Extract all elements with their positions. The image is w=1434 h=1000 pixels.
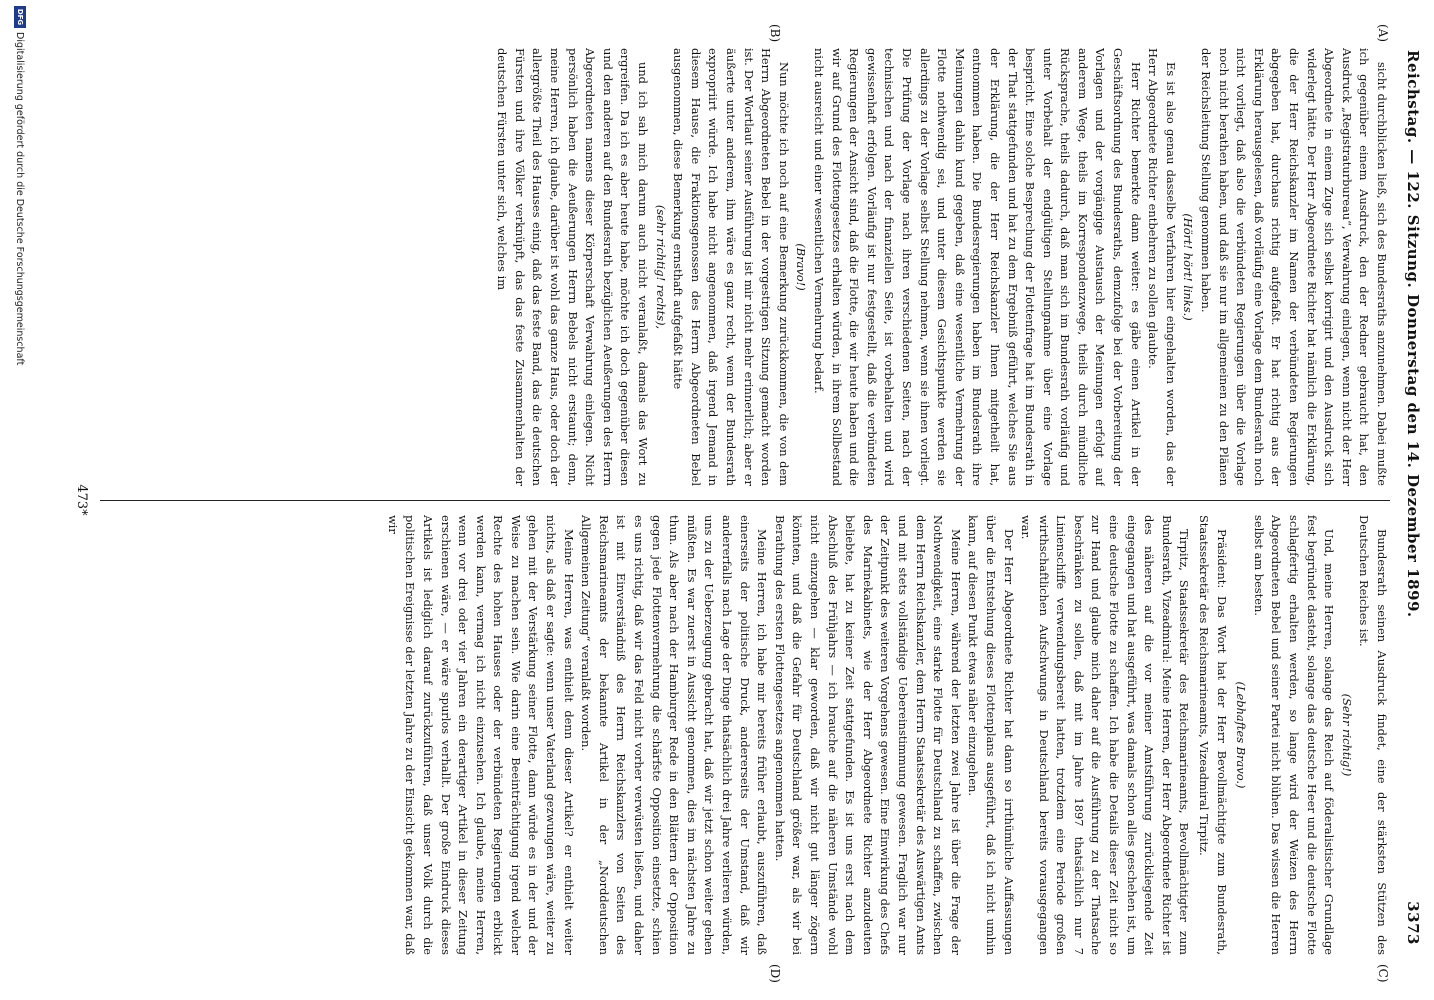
- margin-marker-c: (C): [1376, 964, 1390, 983]
- page-header: [1398, 50, 1422, 945]
- left-column: [100, 48, 1390, 486]
- paragraph: Meine Herren, was enthielt denn dieser Artikel? er enthielt weiter nichts, als daß er sagte: wenn unser Vaterland gezwungen wäre, weiter zu gehen mit der Verstärkung seiner Flotte, dann würde es in der und der Weise zu machen sein. Wie darin eine Beeinträchtigung irgend welcher Rechte des hohen Hauses oder der verbündeten Regierungen erblickt werden kann, vermag ich nicht einzusehen. Ich glaube, meine Herren, wenn vor drei oder vier Jahren ein derartiger Artikel in dieser Zeitung erschienen wäre, — er wäre spurlos verhallt. Der große Eindruck dieses Artikels ist lediglich darauf zurückzuführen, daß unser Volk durch die politischen Ereignisse der letzten Jahre zu der Einsicht gekommen war, daß wir: [385, 515, 576, 955]
- interjection: (Sehr richtig!): [1339, 693, 1354, 777]
- header-title: Reichstag. — 122. Sitzung. Donnerstag den 14. Dezember 1899.: [1404, 50, 1422, 618]
- paragraph: Und, meine Herren, solange das Reich auf föderalistischer Grundlage fest begründet dasteht, solange das deutsche Heer und die deutsche Flotte schlagfertig erhalten werden, so lange wird der Weizen des Herrn Abgeordneten Bebel und seiner Partei nicht blühen. Das wissen die Herren selbst am besten.: [1251, 515, 1337, 955]
- paragraph: Meine Herren, ich habe mir bereits früher erlaubt, auszuführen, daß einerseits der politische Druck, andererseits der Umstand, daß wir andererfalls nach Lage der Dinge thatsächlich drei Jahre verlieren würden, uns zu der Ueberzeugung gebracht hat, daß wir jetzt schon weiter gehen müßten. Es war zuerst in Aussicht genommen, dies im nächsten Jahre zu thun. Als aber nach der Hamburger Rede in den Blättern der Opposition gegen jede Flottenvermehrung die schärfste Opposition einsetzte, schien es uns richtig, daß wir das Feld nicht vorher verwüsten ließen, und daher ist mit Einverständniß des Herrn Reichskanzlers von Seiten des Reichsmarineamts der bekannte Artikel in der „Norddeutschen Allgemeinen Zeitung“ veranlaßt worden.: [579, 515, 770, 955]
- paragraph: Es ist also genau dasselbe Verfahren hier eingehalten worden, das der Herr Abgeordnete Richter entbehren zu sollen glaubte.: [1146, 48, 1178, 486]
- interjection: (sehr richtig! rechts),: [653, 204, 668, 330]
- interjection: (Hört! hört! links.): [1181, 213, 1196, 321]
- paragraph: Der Herr Abgeordnete Richter hat dann so irrthümliche Auffassungen über die Entstehung dieses Flottenplans ausgeführt, daß ich nicht umhin kann, auf diesen Punkt etwas näher einzugehen.: [966, 515, 1016, 955]
- footer-text: Digitalisierung gefördert durch die Deutsche Forschungsgemeinschaft: [14, 32, 26, 366]
- folio-number: 473*: [74, 484, 89, 516]
- interjection: (Lebhaftes Bravo.): [1234, 681, 1249, 789]
- interjection: (Bravo!): [794, 243, 809, 291]
- right-column: [100, 515, 1390, 955]
- paragraph: Meine Herren, während der letzten zwei Jahre ist über die Frage der Nothwendigkeit, eine starke Flotte für Deutschland zu schaffen, zwischen dem Herrn Reichskanzler, dem Herrn Staatssekretär des Auswärtigen Amts und mit stets vollständige Uebereinstimmung gewesen. Fraglich war nur der Zeitpunkt des weiteren Vorgehens gewesen. Eine Einwirkung des Chefs des Marinekabinets, wie der Herr Abgeordnete Richter anzudeuten beliebte, hat zu keiner Zeit stattgefunden. Es ist uns erst nach dem Abschluß des Frühjahrs — ich brauche auf die näheren Umstände wohl nicht einzugehen — klar geworden, daß wir nicht gut länger zögern könnten, und daß die Gefahr für Deutschland größer war, als wir bei Berathung des ersten Flottengesetzes angenommen hatten.: [772, 515, 963, 955]
- paragraph: Herr Richter bemerkte dann weiter: es gäbe einen Artikel in der Geschäftsordnung des Bundesraths, demzufolge bei der Vorbereitung der Vorlagen und der vorgängige Austausch der Meinungen erfolgt auf anderem Wege, theils im Korrespondenzwege, theils durch mündliche Rücksprache, theils dadurch, daß man sich im Bundesrath vorläufig und unter Vorbehalt der endgültigen Stellungnahme über eine Vorlage bespricht. Eine solche Besprechung der Flottenfrage hat im Bundesrath in der That stattgefunden und hat zu dem Ergebniß geführt, welches Sie aus der Erklärung, die der Herr Reichskanzler Ihnen mitgetheilt hat, entnommen haben. Die Bundesregierungen haben im Bundesrath ihre Meinungen dahin kund gegeben, daß eine wesentliche Vermehrung der Flotte nothwendig sei, und unter diesem Gesichtspunkte werden sie allerdings zu der Vorlage selbst Stellung nehmen, wenn sie ihnen vorliegt. Die Prüfung der Vorlage nach ihren verschiedenen Seiten, nach der technischen und nach der finanziellen Seite, ist vorbehalten und wird gewissenhaft erfolgen. Vorläufig ist nur festgestellt, daß die verbündeten Regierungen der Ansicht sind, daß die Flotte, die wir heute haben und die wir auf Grund des Flottengesetzes erhalten würden, in ihrem Sollbestand nicht ausreicht und einer wesentlichen Vermehrung bedarf.: [812, 48, 1143, 486]
- speaker-paragraph: Präsident: Das Wort hat der Herr Bevollmächtigte zum Bundesrath, Staatssekretär des Reichsmarineamts, Vizeadmiral Tirpitz.: [1197, 515, 1229, 955]
- margin-marker-a: (A): [1376, 24, 1390, 43]
- paragraph: Nun möchte ich noch auf eine Bemerkung zurückkommen, die von dem Herrn Abgeordneten Bebel in der vorgestrigen Sitzung gemacht worden ist. Der Wortlaut seiner Ausführung ist mir nicht mehr erinnerlich; aber er äußerte unter anderem, ihm wäre es ganz recht, wenn der Bundesrath expropriirt würde. Ich habe nicht angenommen, daß irgend Jemand in diesem Hause, die Fraktionsgenossen des Herrn Abgeordneten Bebel ausgenommen, diese Bemerkung ernsthaft aufgefaßt hätte: [671, 48, 791, 486]
- margin-marker-b: (B): [768, 24, 782, 43]
- speaker-paragraph: Tirpitz, Staatssekretär des Reichsmarineamts, Bevollmächtigter zum Bundesrath, Vizeadmiral: Meine Herren, der Herr Abgeordnete Richter ist des näheren auf die vor meiner Amtsführung zurückliegende Zeit eingegangen und hat ausgeführt, was damals schon alles geschehen ist, um eine deutsche Flotte zu schaffen. Ich habe die Details dieser Zeit nicht so zur Hand und glaube mich daher auf die Ausführung zu der Thatsache beschränken zu sollen, daß mit im Jahre 1897 thatsächlich nur 7 Linienschiffe verwendungsbereit hatten, trotzdem eine Periode großen wirthschaftlichen Aufschwungs in Deutschland bereits vorausgegangen war.: [1019, 515, 1192, 955]
- margin-marker-d: (D): [768, 964, 782, 983]
- header-page-number: 3373: [1404, 901, 1422, 945]
- paragraph: sicht durchblicken ließ, sich des Bundesraths anzunehmen. Dabei mußte ich gegenüber einem Ausdruck, den der Redner gebraucht hat, den Ausdruck „Registraturbureau“, Verwahrung einlegen, wenn nicht der Herr Abgeordnete in einem Zuge sich selbst korrigirt und den Ausdruck sich widerlegt hätte. Der Herr Abgeordnete Richter hat nämlich die Erklärung, die der Herr Reichskanzler im Namen der verbündeten Regierungen abgegeben hat, durchaus richtig aufgefaßt. Er hat richtig aus der Erklärung herausgelesen, daß vorläufig eine Vorlage dem Bundesrath noch nicht vorliegt, daß also die verbündeten Regierungen über die Vorlage noch nicht berathen haben, und daß sie nur im allgemeinen zu den Plänen der Reichsleitung Stellung genommen haben.: [1199, 48, 1389, 486]
- paragraph: und ich sah mich darum auch nicht veranlaßt, damals das Wort zu ergreifen. Da ich es aber heute habe, möchte ich doch gegenüber diesen und den anderen auf den Bundesrath bezüglichen Aeußerungen des Herrn Abgeordneten namens dieser Körperschaft Verwahrung einlegen. Nicht persönlich haben die Aeußerungen Herrn Bebels nicht erstaunt; denn, meine Herren, ich glaube, darüber ist wohl das ganze Haus, oder doch der allergrößte Theil des Hauses einig, daß das feste Band, das die deutschen Fürsten und ihre Völker verknüpft, das das feste Zusammenhalten der deutschen Fürsten unter sich, welches im: [495, 48, 651, 486]
- dfg-logo-icon: DFG: [14, 6, 26, 28]
- paragraph: Bundesrath seinen Ausdruck findet, eine der stärksten Stützen des Deutschen Reiches ist.: [1357, 515, 1389, 955]
- column-divider: [100, 500, 1390, 501]
- digitization-footer: [14, 6, 26, 365]
